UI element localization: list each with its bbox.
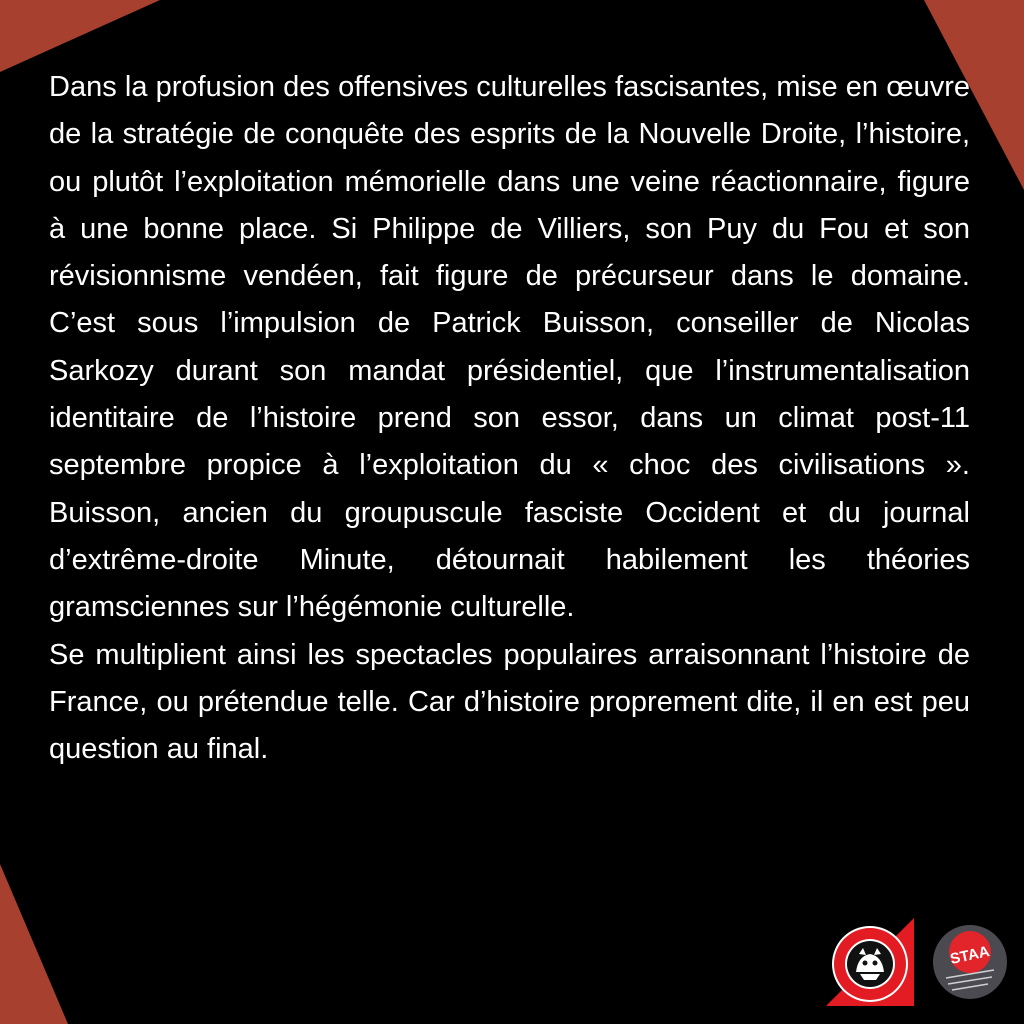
union-emblem-icon [826, 916, 916, 1008]
staa-acronym: STAA [948, 943, 992, 968]
staa-badge-icon [930, 922, 1010, 1002]
article-paragraph-2: Se multiplient ainsi les spectacles populaires arraisonnant l’histoire de France, ou prétendue telle. Car d’histoire proprement dite, il en est peu question au final. [49, 638, 970, 766]
bottom-left-corner-decoration [0, 864, 80, 1024]
article-paragraph-1: Dans la profusion des offensives culturelles fascisantes, mise en œuvre de la stratégie de conquête des esprits de la Nouvelle Droite, l’histoire, ou plutôt l’exploitation mémorielle dans une veine réactionnaire, figure à une bonne place. Si Philippe de Villiers, son Puy du Fou et son révisionnisme vendéen, fait figure de précurseur dans le domaine. C’est sous l’impulsion de Patrick Buisson, conseiller de Nicolas Sarkozy durant son mandat présidentiel, que l’instrumentalisation identitaire de l’histoire prend son essor, dans un climat post-11 septembre propice à l’exploitation du « choc des civilisations ». Buisson, ancien du groupuscule fasciste Occident et du journal d’extrême-droite Minute, détournait habilement les théories gramsciennes sur l’hégémonie culturelle. [49, 71, 970, 624]
article-text [49, 64, 970, 773]
